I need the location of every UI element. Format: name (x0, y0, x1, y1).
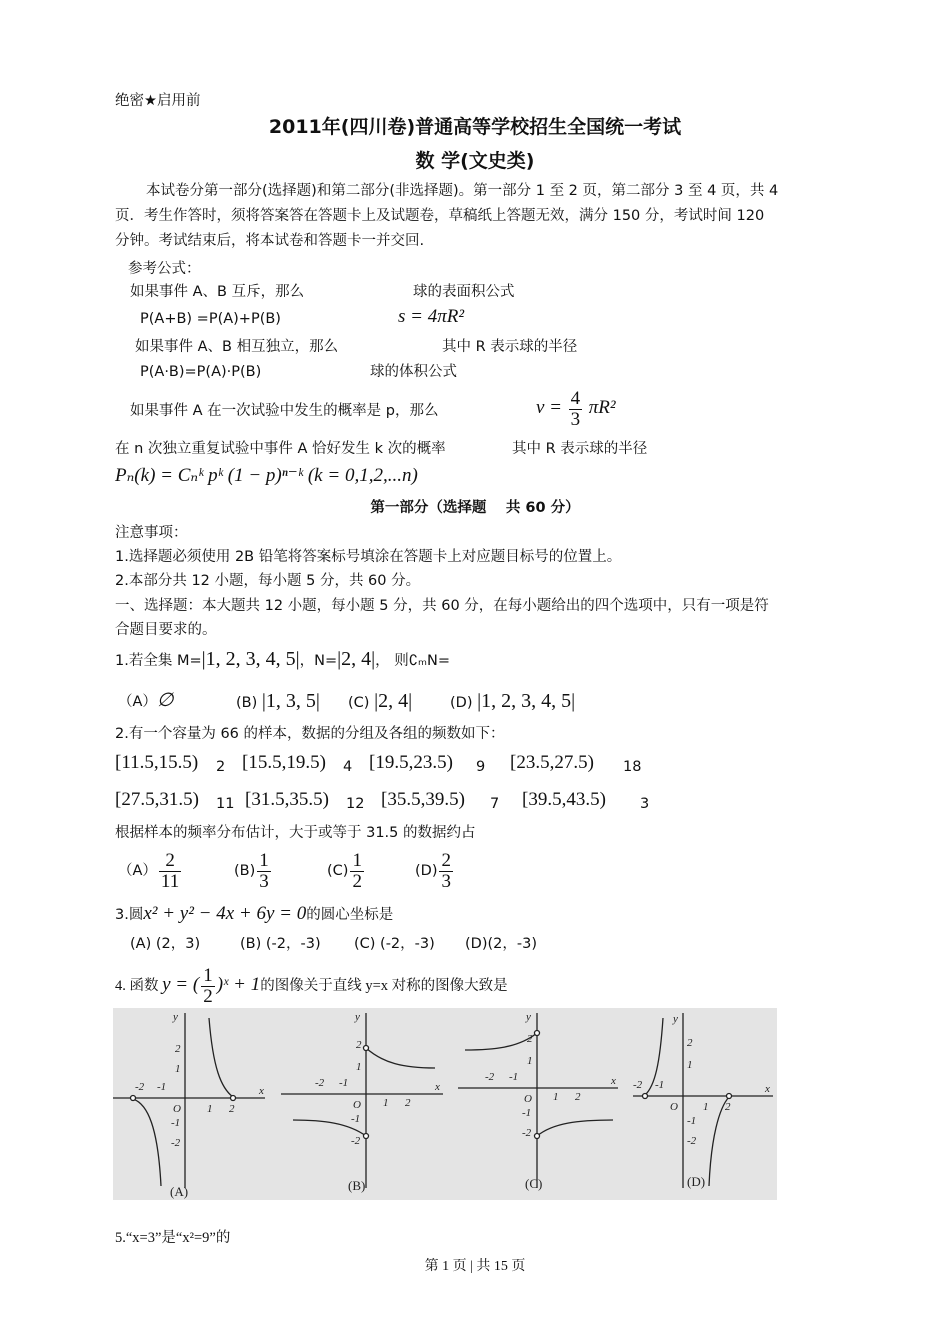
graph-c-tick-x1: 1 (553, 1091, 559, 1103)
q4-func-num: 1 (203, 965, 213, 987)
q1-opt-d: |1, 2, 3, 4, 5| (477, 690, 576, 712)
q1-stem-b: ，N= (299, 653, 338, 669)
graph-c-tick-yn2: -2 (522, 1127, 532, 1139)
graph-a-tick-yn1: -1 (171, 1117, 181, 1129)
sphere-volume-label: 球的体积公式 (370, 364, 457, 380)
binomial-text: 在 n 次独立重复试验中事件 A 恰好发生 k 次的概率 (115, 441, 446, 457)
q2-count-4: 18 (623, 759, 642, 775)
q5-stem: 5.“x=3”是“x²=9”的 (115, 1230, 231, 1246)
graph-b-tick-xn1: -1 (339, 1077, 349, 1089)
q2-count-6: 12 (346, 796, 365, 812)
q2-opt-d-den: 3 (441, 870, 451, 892)
exam-subtitle: 数 学(文史类) (415, 150, 535, 172)
q2-option-c (327, 848, 366, 894)
graph-a-tick-x1: 1 (207, 1103, 213, 1115)
graph-a-y-label: y (173, 1011, 178, 1023)
graph-c-caption: (C) (525, 1176, 543, 1191)
graph-d-caption: (D) (687, 1174, 706, 1189)
notice-2: 2.本部分共 12 小题，每小题 5 分，共 60 分。 (115, 573, 421, 589)
prob-p-text: 如果事件 A 在一次试验中发生的概率是 p，那么 (130, 403, 439, 419)
q2-opt-b-frac (257, 851, 271, 892)
graph-c-tick-1: 1 (527, 1055, 533, 1067)
sphere-area-label: 球的表面积公式 (413, 284, 515, 300)
graph-b-open-point-top (364, 1046, 369, 1051)
q1-opt-d-label: (D) (450, 695, 473, 711)
q3-stem-a: 3.圆 (115, 907, 144, 923)
q2-opt-a-frac (159, 851, 181, 892)
q4-func-lhs: y = ( (162, 974, 200, 995)
q4-stem-b: 的图像关于直线 y=x 对称的图像大致是 (260, 978, 508, 994)
q2-opt-b-den: 3 (259, 870, 269, 892)
formula-heading: 参考公式： (128, 261, 201, 277)
graph-b-x-label: x (435, 1081, 440, 1093)
q1-option-c (348, 690, 412, 714)
graph-b-tick-yn2: -2 (351, 1135, 361, 1147)
intro-line-2: 页．考生作答时，须将答案答在答题卡上及试题卷，草稿纸上答题无效，满分 150 分，考试时间 120 (115, 208, 765, 224)
graph-a-tick-x2: 2 (229, 1103, 235, 1115)
page-footer: 第 1 页 | 共 15 页 (424, 1259, 526, 1274)
graph-a-tick-yn2: -2 (171, 1137, 181, 1149)
sphere-area-formula: s = 4πR² (398, 306, 465, 327)
graph-a-tick-xn2: -2 (135, 1081, 145, 1093)
q3-option-d: (D)(2，-3) (465, 936, 537, 952)
graph-c-open-point-bottom (535, 1134, 540, 1139)
section-line-1: 一、选择题：本大题共 12 小题，每小题 5 分，共 60 分，在每小题给出的四个选项中，只有一项是符 (115, 598, 769, 614)
graph-b-origin: O (353, 1099, 361, 1111)
q1-opt-b: |1, 3, 5| (261, 690, 320, 712)
intro-line-3: 分钟。考试结束后，将本试卷和答题卡一并交回. (115, 233, 425, 249)
independent-formula: P(A·B)=P(A)·P(B) (140, 364, 262, 380)
graph-b-tick-x1: 1 (383, 1097, 389, 1109)
q2-opt-a-label: （A） (118, 863, 157, 879)
q1-option-a (118, 690, 173, 713)
graph-d-tick-yn1: -1 (687, 1115, 697, 1127)
q2-group-2: [15.5,19.5) (242, 752, 326, 773)
q2-opt-d-label: (D) (415, 863, 438, 879)
q2-group-3: [19.5,23.5) (369, 752, 453, 773)
graph-d-tick-x1: 1 (703, 1101, 709, 1113)
q2-option-b (234, 848, 273, 894)
secret-label: 绝密★启用前 (115, 93, 201, 109)
volume-num: 4 (570, 387, 581, 409)
q4-func-frac (201, 966, 215, 1007)
volume-rhs: πR² (588, 397, 616, 418)
q4-stem-a: 4. 函数 (115, 978, 159, 994)
graph-a-x-label: x (259, 1085, 264, 1097)
q2-group-7: [35.5,39.5) (381, 789, 465, 810)
graph-c-tick-yn1: -1 (522, 1107, 532, 1119)
volume-den: 3 (570, 408, 581, 430)
radius-note-2: 其中 R 表示球的半径 (512, 441, 648, 457)
graph-d-open-point-right (727, 1094, 732, 1099)
graph-a-tick-2: 2 (175, 1043, 181, 1055)
q2-group-4: [23.5,27.5) (510, 752, 594, 773)
q2-stem: 2.有一个容量为 66 的样本，数据的分组及各组的频数如下： (115, 726, 505, 742)
q2-option-d (415, 848, 455, 894)
graph-d-x-label: x (765, 1083, 770, 1095)
graph-d-tick-2: 2 (687, 1037, 693, 1049)
graph-b-caption: (B) (348, 1178, 366, 1193)
graph-c-x-label: x (611, 1075, 616, 1087)
q2-opt-d-frac (439, 851, 453, 892)
q1-option-d (450, 690, 575, 714)
q4-func-den: 2 (203, 986, 213, 1008)
part1-heading: 第一部分（选择题 共 60 分） (370, 500, 580, 516)
q3-option-a: (A) (2，3) (130, 936, 201, 952)
q2-opt-b-label: (B) (234, 863, 256, 879)
notice-1: 1.选择题必须使用 2B 铅笔将答案标号填涂在答题卡上对应题目标号的位置上。 (115, 549, 622, 565)
q2-question: 根据样本的频率分布估计，大于或等于 31.5 的数据约占 (115, 825, 476, 841)
q3-option-c: (C) (-2，-3) (354, 936, 435, 952)
graph-a-tick-1: 1 (175, 1063, 181, 1075)
graph-d-origin: O (670, 1101, 678, 1113)
graph-c-tick-xn1: -1 (509, 1071, 519, 1083)
graph-a-caption: (A) (170, 1184, 189, 1199)
graph-d-tick-x2: 2 (725, 1101, 731, 1113)
q1-set-m: |1, 2, 3, 4, 5| (201, 648, 300, 670)
graph-b-open-point-bottom (364, 1134, 369, 1139)
volume-lhs: v = (536, 397, 563, 418)
graph-a-open-point (231, 1096, 236, 1101)
q3-equation: x² + y² − 4x + 6y = 0 (143, 903, 307, 924)
q4-graphs-figure (113, 1008, 777, 1200)
q2-count-8: 3 (640, 796, 650, 812)
q1-option-b (236, 690, 320, 714)
binomial-formula: Pₙ(k) = Cₙᵏ pᵏ (1 − p)ⁿ⁻ᵏ (k = 0,1,2,...n) (115, 465, 418, 486)
exam-title: 2011年(四川卷)普通高等学校招生全国统一考试 (268, 116, 682, 138)
q2-opt-d-num: 2 (441, 849, 451, 871)
volume-fraction (569, 389, 583, 430)
graph-b-tick-2: 2 (356, 1039, 362, 1051)
q3-stem-b: 的圆心坐标是 (306, 907, 394, 923)
exclusive-text: 如果事件 A、B 互斥，那么 (130, 284, 305, 300)
graph-c-y-label: y (526, 1011, 531, 1023)
graph-d-tick-xn2: -2 (633, 1079, 643, 1091)
graph-c-tick-2: 2 (527, 1033, 533, 1045)
exclusive-formula: P(A+B) =P(A)+P(B) (140, 311, 281, 327)
q1-stem-a: 1.若全集 M= (115, 653, 202, 669)
q4-stem (115, 962, 508, 1009)
graph-d-tick-xn1: -1 (655, 1079, 665, 1091)
graph-d-open-point-left (643, 1094, 648, 1099)
q1-opt-c: |2, 4| (374, 690, 413, 712)
q1-opt-a-label: （A） (118, 694, 157, 710)
graph-c-tick-x2: 2 (575, 1091, 581, 1103)
graph-b-y-label: y (355, 1011, 360, 1023)
q2-count-5: 11 (216, 796, 235, 812)
intro-line-1: 本试卷分第一部分(选择题)和第二部分(非选择题)。第一部分 1 至 2 页，第二部分 3 至 4 页，共 4 (146, 183, 779, 199)
independent-text: 如果事件 A、B 相互独立，那么 (135, 339, 339, 355)
graph-b-tick-x2: 2 (405, 1097, 411, 1109)
q1-stem-c: ， 则∁ₘN= (375, 653, 451, 669)
q2-group-5: [27.5,31.5) (115, 789, 199, 810)
q2-opt-b-num: 1 (259, 849, 269, 871)
q2-opt-c-num: 1 (352, 849, 362, 871)
graph-a-open-point-left (131, 1096, 136, 1101)
q2-count-7: 7 (490, 796, 500, 812)
q2-opt-c-frac (350, 851, 364, 892)
q4-func-rhs: )ˣ + 1 (216, 974, 261, 995)
q2-opt-a-num: 2 (159, 851, 181, 872)
q2-opt-a-den: 11 (160, 870, 180, 892)
graph-c-tick-xn2: -2 (485, 1071, 495, 1083)
graph-a-origin: O (173, 1103, 181, 1115)
q2-count-1: 2 (216, 759, 226, 775)
q1-stem (115, 648, 450, 672)
graph-b-tick-xn2: -2 (315, 1077, 325, 1089)
q2-opt-c-label: (C) (327, 863, 349, 879)
graph-d-tick-1: 1 (687, 1059, 693, 1071)
graph-c-origin: O (524, 1093, 532, 1105)
q2-count-2: 4 (343, 759, 353, 775)
radius-note-1: 其中 R 表示球的半径 (442, 339, 578, 355)
section-line-2: 合题目要求的。 (115, 622, 217, 638)
graph-d-tick-yn2: -2 (687, 1135, 697, 1147)
q3-stem (115, 903, 393, 926)
q1-opt-b-label: (B) (236, 695, 258, 711)
q2-group-8: [39.5,43.5) (522, 789, 606, 810)
q1-set-n: |2, 4| (337, 648, 376, 670)
graph-d-y-label: y (673, 1013, 678, 1025)
q2-opt-c-den: 2 (352, 870, 362, 892)
q3-option-b: (B) (-2，-3) (240, 936, 321, 952)
q2-group-6: [31.5,35.5) (245, 789, 329, 810)
graph-b-tick-1: 1 (356, 1061, 362, 1073)
q2-option-a (118, 848, 183, 894)
graph-b-tick-yn1: -1 (351, 1113, 361, 1125)
graph-c-open-point-top (535, 1031, 540, 1036)
graph-a-tick-xn1: -1 (157, 1081, 167, 1093)
notice-title: 注意事项： (115, 525, 188, 541)
q2-group-1: [11.5,15.5) (115, 752, 199, 773)
sphere-volume-formula (536, 386, 616, 431)
q2-count-3: 9 (476, 759, 486, 775)
q1-opt-a: ∅ (156, 690, 174, 711)
q1-opt-c-label: (C) (348, 695, 370, 711)
